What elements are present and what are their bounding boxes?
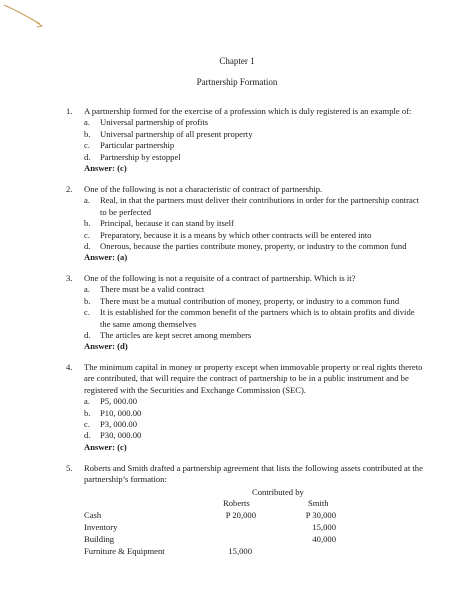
- question-text: The minimum capital in money or property except when immovable property or real rights thereto are contributed, that will require the contract of partnership to be in a public instrument and be registered with the Securities and Exchange Commission (SEC).: [84, 362, 423, 395]
- asset-name: Cash: [84, 510, 102, 520]
- option-b: [66, 296, 426, 307]
- question-text: A partnership formed for the exercise of a profession which is duly registered is an example of:: [84, 106, 412, 116]
- option-c: [66, 140, 426, 151]
- option-text: There must be a mutual contribution of money, property, or industry to a common fund: [100, 295, 400, 306]
- option-text: P30, 000.00: [100, 430, 142, 441]
- option-letter: c.: [84, 140, 90, 151]
- option-letter: a.: [84, 396, 90, 407]
- answer-line: Answer: (c): [84, 163, 127, 174]
- option-b: [66, 408, 426, 419]
- question-text: One of the following is not a requisite of a contract of partnership. Which is it?: [84, 273, 356, 283]
- answer-line: Answer: (c): [84, 441, 127, 452]
- option-letter: a.: [84, 284, 90, 295]
- question-text: One of the following is not a characteristic of contract of partnership.: [84, 184, 323, 194]
- option-a: [66, 195, 426, 218]
- option-text: Real, in that the partners must deliver their contributions in order for the partnership contract to be perfected: [100, 195, 420, 217]
- option-letter: b.: [84, 295, 91, 306]
- question-stem: [66, 362, 426, 396]
- column-header-smith: Smith: [308, 498, 329, 508]
- option-d: [66, 241, 426, 252]
- chapter-title: Chapter 1: [219, 56, 255, 66]
- column-header-roberts: Roberts: [223, 498, 250, 508]
- option-d: [66, 330, 426, 341]
- table-row: [0, 534, 474, 546]
- option-letter: b.: [84, 128, 91, 139]
- asset-name: Inventory: [84, 522, 118, 532]
- smith-value: 15,000: [312, 522, 336, 532]
- option-c: [66, 419, 426, 430]
- question-3: [66, 273, 426, 353]
- answer-line: Answer: (d): [84, 341, 128, 352]
- option-text: Universal partnership of all present property: [100, 128, 253, 139]
- option-letter: d.: [84, 430, 91, 441]
- question-5: [66, 463, 426, 486]
- question-stem: [66, 184, 426, 195]
- corner-mark-icon: [2, 2, 48, 30]
- option-text: Onerous, because the parties contribute money, property, or industry to the common fund: [100, 241, 407, 252]
- roberts-value: 15,000: [228, 546, 252, 556]
- question-stem: [66, 106, 426, 117]
- question-stem: [66, 273, 426, 284]
- table-row: [0, 546, 474, 558]
- smith-value: 40,000: [312, 534, 336, 544]
- option-letter: b.: [84, 218, 91, 229]
- option-text: There must be a valid contract: [100, 284, 205, 295]
- question-number: 4.: [66, 362, 73, 372]
- option-letter: d.: [84, 151, 91, 162]
- option-d: [66, 152, 426, 163]
- option-text: Preparatory, because it is a means by which other contracts will be entered into: [100, 229, 372, 240]
- roberts-value: P 20,000: [225, 510, 256, 520]
- option-letter: d.: [84, 241, 91, 252]
- option-c: [66, 307, 426, 330]
- option-letter: b.: [84, 407, 91, 418]
- option-d: [66, 430, 426, 441]
- option-b: [66, 218, 426, 229]
- option-text: Partnership by estoppel: [100, 151, 181, 162]
- question-4: [66, 362, 426, 453]
- table-row: [0, 522, 474, 534]
- question-2: [66, 184, 426, 264]
- question-number: 2.: [66, 184, 73, 194]
- option-a: [66, 284, 426, 295]
- option-text: P5, 000.00: [100, 396, 138, 407]
- question-text: Roberts and Smith drafted a partnership agreement that lists the following assets contributed at the partnership’s formation:: [84, 463, 423, 485]
- option-text: It is established for the common benefit of the partners which is to obtain profits and divide the same among themselves: [100, 307, 415, 329]
- option-text: P10, 000.00: [100, 407, 142, 418]
- option-letter: a.: [84, 117, 90, 128]
- option-a: [66, 396, 426, 407]
- option-text: Principal, because it can stand by itself: [100, 218, 234, 229]
- question-number: 3.: [66, 273, 73, 283]
- option-a: [66, 117, 426, 128]
- option-letter: c.: [84, 229, 90, 240]
- option-letter: c.: [84, 419, 90, 430]
- option-letter: c.: [84, 307, 90, 318]
- option-b: [66, 129, 426, 140]
- question-number: 5.: [66, 463, 73, 473]
- option-text: Universal partnership of profits: [100, 117, 209, 128]
- option-text: The articles are kept secret among members: [100, 330, 252, 341]
- asset-name: Furniture & Equipment: [84, 546, 165, 556]
- chapter-subtitle: Partnership Formation: [196, 77, 278, 87]
- question-stem: [66, 463, 426, 486]
- asset-name: Building: [84, 534, 115, 544]
- option-letter: a.: [84, 195, 90, 206]
- option-text: P3, 000.00: [100, 419, 138, 430]
- question-number: 1.: [66, 106, 73, 116]
- option-c: [66, 230, 426, 241]
- question-1: [66, 106, 426, 174]
- table-row: [0, 510, 474, 522]
- smith-value: P 30,000: [305, 510, 336, 520]
- contributed-by-header: Contributed by: [252, 487, 304, 497]
- option-letter: d.: [84, 330, 91, 341]
- option-text: Particular partnership: [100, 140, 175, 151]
- answer-line: Answer: (a): [84, 252, 128, 263]
